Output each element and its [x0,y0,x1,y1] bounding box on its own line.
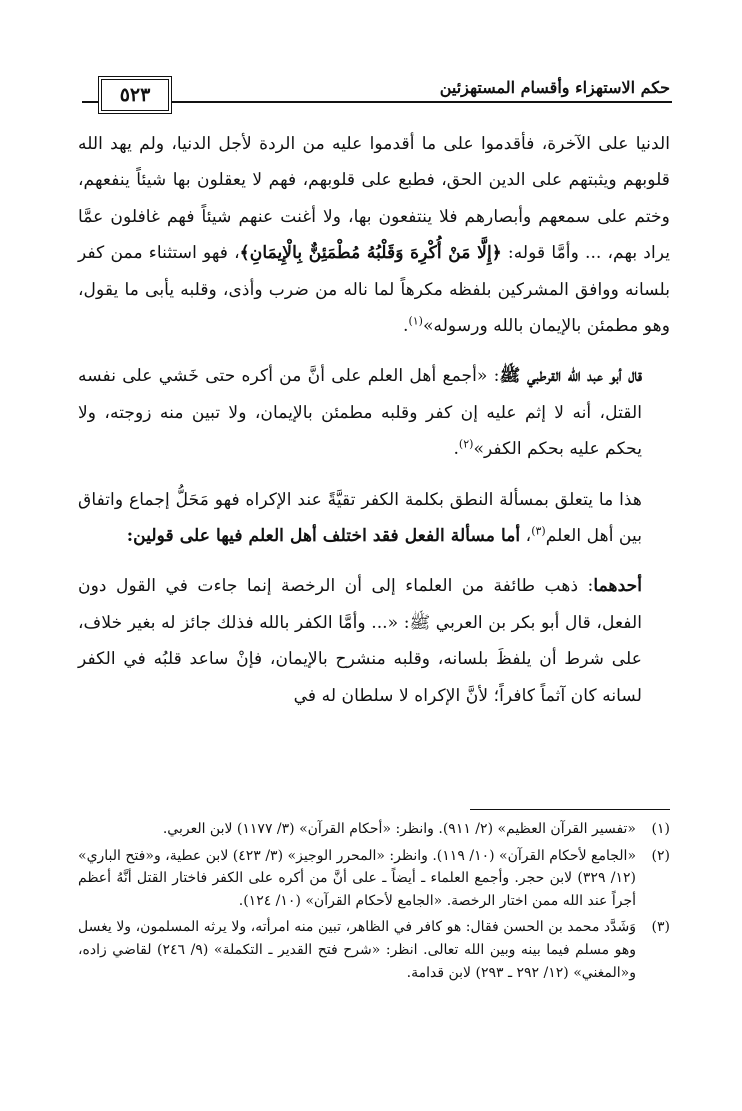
footnote-rule [470,809,670,810]
footnote-text: «تفسير القرآن العظيم» (٢/ ٩١١). وانظر: «أحكام القرآن» (٣/ ١١٧٧) لابن العربي. [162,821,636,837]
section-lead: أحدهما [593,576,642,597]
paragraph-text: : «أجمع أهل العلم على أنَّ من أكره حتى خَشي على نفسه القتل، أنه لا إثم عليه إن كفر وقلبه مطمئن بالإيمان، ولا تبين منه زوجته، ولا يحكم عليه بحكم الكفر» [78,366,642,460]
paragraph-3 [78,482,670,555]
footnote-text: «الجامع لأحكام القرآن» (١٠/ ١١٩). وانظر: «المحرر الوجيز» (٣/ ٤٢٣) لابن عطية، و«فتح الباري» (١٢/ ٣٢٩) لابن حجر. وأجمع العلماء ـ أيضاً ـ على أنَّ من أكره على الكفر فاختار القتل أنَّهُ أعظم أجراً عند الله ممن اختار الرخصة. «الجامع لأحكام القرآن» (١٠/ ١٢٤). [78,847,637,909]
footnote [78,845,670,913]
paragraph-2 [78,358,670,467]
footnote-ref: (٢) [458,437,474,451]
paragraph-text: الدنيا على الآخرة، فأقدموا على ما أقدموا عليه من الردة لأجل الدنيا، ولم يهد الله قلوبهم ويثبتهم على الدين الحق، فطبع على قلوبهم، فهم لا يعقلون بها شيئاً ينفعهم، وختم على سمعهم وأبصارهم فلا ينتفعون بها، ولا أغنت عنهم شيئاً فهم غافلون عمَّا يراد بهم، ... وأمَّا قوله: [78,134,670,264]
footnote [78,818,670,841]
paragraph-text: . [453,439,459,460]
footnote-number: (٣) [651,919,670,936]
paragraph-text: ، [520,526,532,547]
page-number-box [98,76,172,114]
quran-verse: ﴿إِلَّا مَنْ أُكْرِهَ وَقَلْبُهُ مُطْمَئِنٌّ بِالْإِيمَانِ﴾ [239,243,502,264]
footnote-text: وَشَدَّد محمد بن الحسن فقال: هو كافر في الظاهر، تبين منه امرأته، ولا يرثه المسلمون، ولا يغسل وهو مسلم فيما بينه وبين الله تعالى. انظر: «شرح فتح القدير ـ التكملة» (٩/ ٢٤٦) لقاضي زاده، و«المغني» (١٢/ ٢٩٢ ـ ٢٩٣) لابن قدامة. [78,919,637,981]
paragraph-text: هذا ما يتعلق بمسألة النطق بكلمة الكفر تقيَّةً عند الإكراه فهو مَحَلُّ إجماع واتفاق بين أهل العلم [78,489,642,547]
footnote-number: (١) [651,821,670,837]
quoted-author: قال أبو عبد الله القرطبي ﷺ [499,366,642,387]
running-header-title: حكم الاستهزاء وأقسام المستهزئين [439,78,670,97]
paragraph-text: : ذهب طائفة من العلماء إلى أن الرخصة إنما جاءت في القول دون الفعل، قال أبو بكر بن العربي ﷺ: «... وأمَّا الكفر بالله فذلك جائز له بغير خلاف، على شرط أن يلفظَ بلسانه، وقلبه منشرح بالإيمان، فإنْ ساعد قلبُه في الكفر لسانه كان آثماً كافراً؛ لأنَّ الإكراه لا سلطان له في [78,576,642,706]
footnotes [78,818,670,988]
page-number: ٥٢٣ [119,84,151,106]
bold-statement: أما مسألة الفعل فقد اختلف أهل العلم فيها على قولين: [126,526,521,547]
footnote [78,916,670,984]
footnote-number: (٢) [651,847,670,864]
footnote-ref: (١) [408,314,423,328]
paragraph-text: . [402,316,409,337]
paragraph-4 [78,568,670,714]
paragraph-1 [78,126,670,344]
footnote-ref: (٣) [531,524,546,538]
main-text [78,126,670,714]
paragraph-text: ، فهو استثناء ممن كفر بلسانه ووافق المشركين بلفظه مكرهاً لما ناله من ضرب وأذى، وقلبه يأبى ما يقول، وهو مطمئن بالإيمان بالله ورسوله» [78,243,670,337]
